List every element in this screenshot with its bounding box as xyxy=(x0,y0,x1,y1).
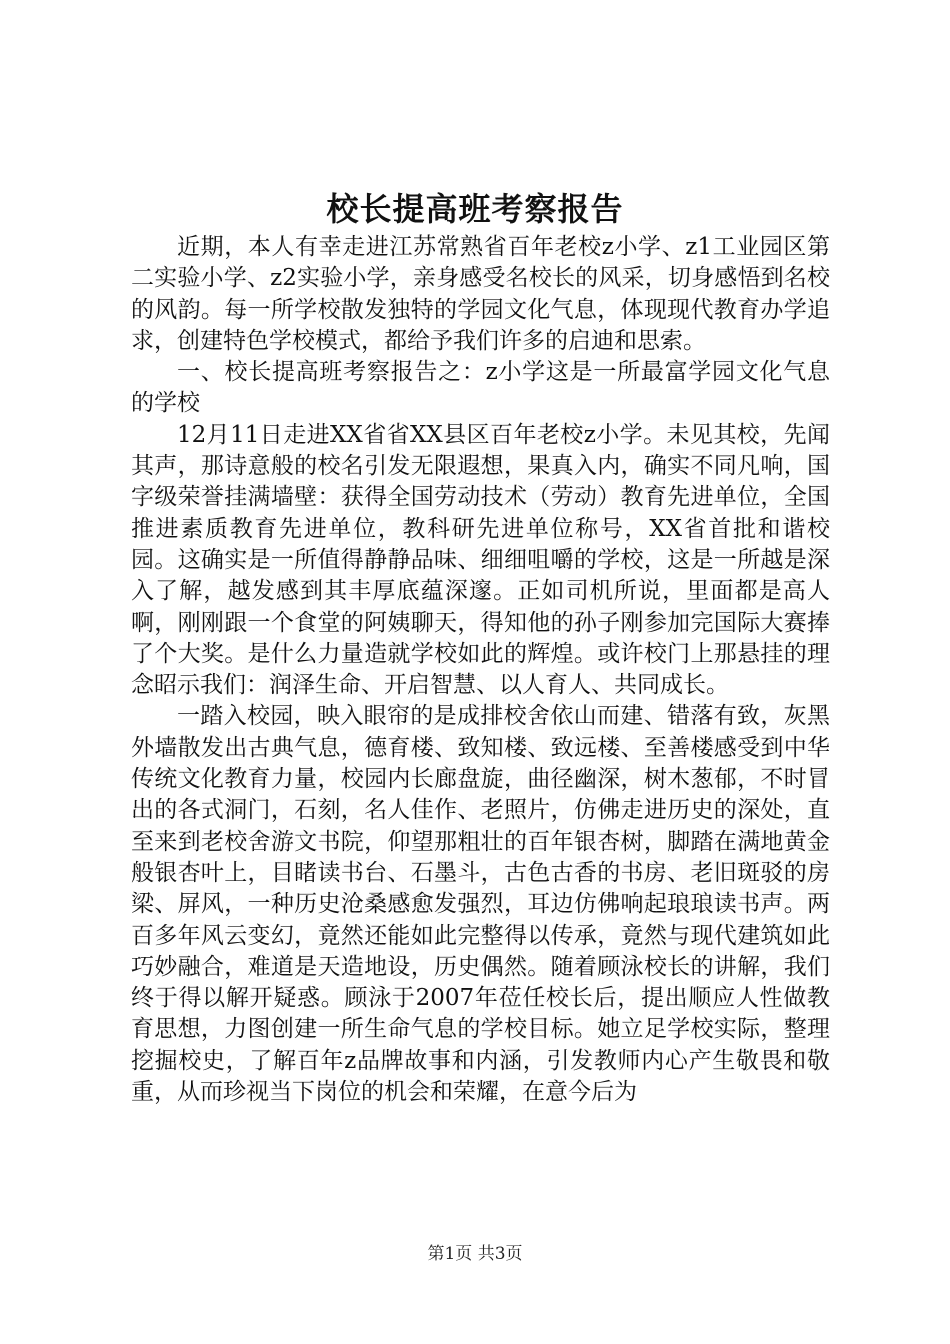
intro-paragraph: 近期，本人有幸走进江苏常熟省百年老校z小学、z1工业园区第二实验小学、z2实验小学，亲身感受名校长的风采，切身感悟到名校的风韵。每一所学校散发独特的学园文化气息，体现现代教育办学追求，创建特色学校模式，都给予我们许多的启迪和思索。 xyxy=(131,234,830,354)
document-title: 校长提高班考察报告 xyxy=(326,190,624,228)
body-paragraph: 一踏入校园，映入眼帘的是成排校舍依山而建、错落有致，灰黑外墙散发出古典气息，德育楼、致知楼、致远楼、至善楼感受到中华传统文化教育力量，校园内长廊盘旋，曲径幽深，树木葱郁，不时冒出的各式洞门，石刻，名人佳作、老照片，仿佛走进历史的深处，直至来到老校舍游文书院，仰望那粗壮的百年银杏树，脚踏在满地黄金般银杏叶上，目睹读书台、石墨斗，古色古香的书房、老旧斑驳的房梁、屏风，一种历史沧桑感愈发强烈，耳边仿佛响起琅琅读书声。两百多年风云变幻，竟然还能如此完整得以传承，竟然与现代建筑如此巧妙融合，难道是天造地设，历史偶然。随着顾泳校长的讲解，我们终于得以解开疑惑。顾泳于2007年莅任校长后，提出顺应人性做教育思想，力图创建一所生命气息的学校目标。她立足学校实际，整理挖掘校史，了解百年z品牌故事和内涵，引发教师内心产生敬畏和敬重，从而珍视当下岗位的机会和荣耀，在意今后为 xyxy=(131,703,830,1106)
page-number-footer: 第1页 共3页 xyxy=(427,1244,523,1264)
body-paragraph: 12月11日走进XX省省XX县区百年老校z小学。未见其校，先闻其声，那诗意般的校名引发无限遐想，果真入内，确实不同凡响，国字级荣誉挂满墙壁：获得全国劳动技术（劳动）教育先进单位，全国推进素质教育先进单位，教科研先进单位称号，XX省首批和谐校园。这确实是一所值得静静品味、细细咀嚼的学校，这是一所越是深入了解，越发感到其丰厚底蕴深邃。正如司机所说，里面都是高人啊，刚刚跟一个食堂的阿姨聊天，得知他的孙子刚参加完国际大赛捧了个大奖。是什么力量造就学校如此的辉煌。或许校门上那悬挂的理念昭示我们：润泽生命、开启智慧、以人育人、共同成长。 xyxy=(131,421,830,699)
document-body xyxy=(131,232,830,1108)
section-heading: 一、校长提高班考察报告之：z小学这是一所最富学园文化气息的学校 xyxy=(131,359,830,417)
